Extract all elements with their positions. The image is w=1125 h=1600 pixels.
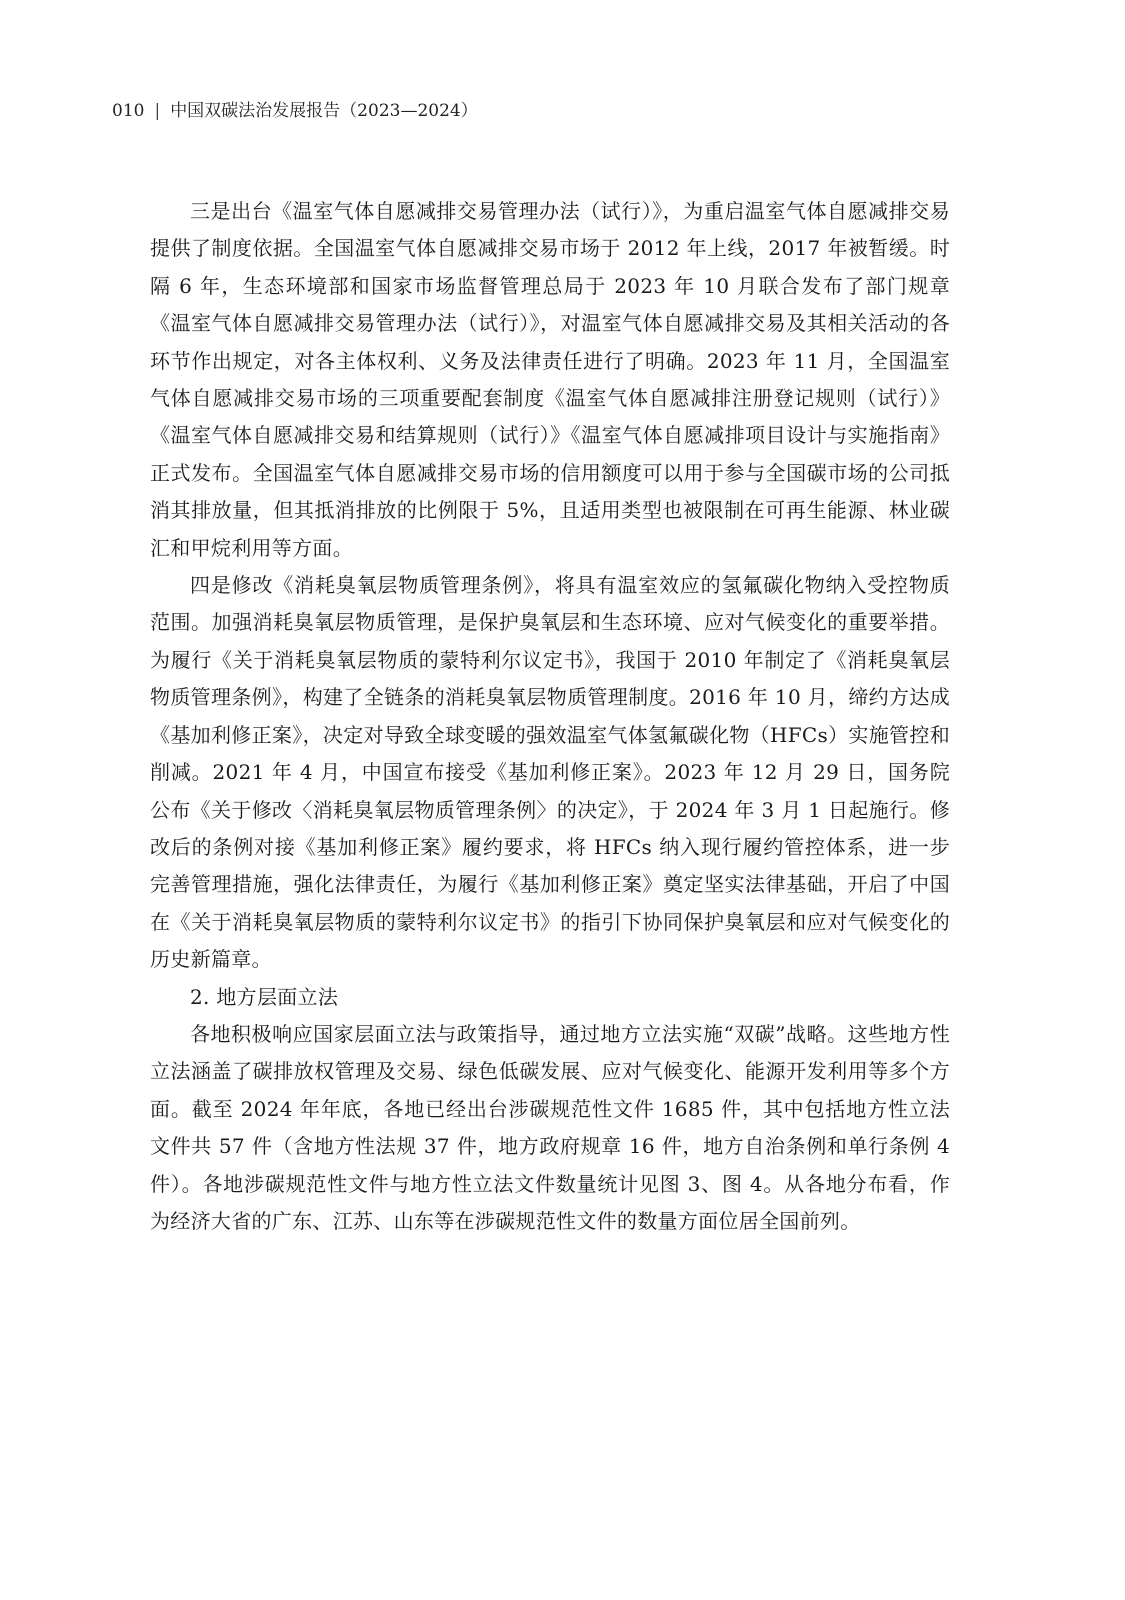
page-number: 010 (112, 101, 145, 121)
body-text (150, 193, 950, 1240)
paragraph-ghg-voluntary-reduction: 三是出台《温室气体自愿减排交易管理办法（试行）》，为重启温室气体自愿减排交易提供了制度依据。全国温室气体自愿减排交易市场于 2012 年上线，2017 年被暂缓。时隔 6 年，生态环境部和国家市场监督管理总局于 2023 年 10 月联合发布了部门规章《温室气体自愿减排交易管理办法（试行）》，对温室气体自愿减排交易及其相关活动的各环节作出规定，对各主体权利、义务及法律责任进行了明确。2023 年 11 月，全国温室气体自愿减排交易市场的三项重要配套制度《温室气体自愿减排注册登记规则（试行）》《温室气体自愿减排交易和结算规则（试行）》《温室气体自愿减排项目设计与实施指南》正式发布。全国温室气体自愿减排交易市场的信用额度可以用于参与全国碳市场的公司抵消其排放量，但其抵消排放的比例限于 5%，且适用类型也被限制在可再生能源、林业碳汇和甲烷利用等方面。 (150, 199, 950, 560)
paragraph-ozone-depleting-substances: 四是修改《消耗臭氧层物质管理条例》，将具有温室效应的氢氟碳化物纳入受控物质范围。加强消耗臭氧层物质管理，是保护臭氧层和生态环境、应对气候变化的重要举措。为履行《关于消耗臭氧层物质的蒙特利尔议定书》，我国于 2010 年制定了《消耗臭氧层物质管理条例》，构建了全链条的消耗臭氧层物质管理制度。2016 年 10 月，缔约方达成《基加利修正案》，决定对导致全球变暖的强效温室气体氢氟碳化物（HFCs）实施管控和削减。2021 年 4 月，中国宣布接受《基加利修正案》。2023 年 12 月 29 日，国务院公布《关于修改〈消耗臭氧层物质管理条例〉的决定》，于 2024 年 3 月 1 日起施行。修改后的条例对接《基加利修正案》履约要求，将 HFCs 纳入现行履约管控体系，进一步完善管理措施，强化法律责任，为履行《基加利修正案》奠定坚实法律基础，开启了中国在《关于消耗臭氧层物质的蒙特利尔议定书》的指引下协同保护臭氧层和应对气候变化的历史新篇章。 (150, 573, 950, 972)
paragraph-local-legislation: 各地积极响应国家层面立法与政策指导，通过地方立法实施“双碳”战略。这些地方性立法涵盖了碳排放权管理及交易、绿色低碳发展、应对气候变化、能源开发利用等多个方面。截至 2024 年年底，各地已经出台涉碳规范性文件 1685 件，其中包括地方性立法文件共 57 件（含地方性法规 37 件，地方政府规章 16 件，地方自治条例和单行条例 4 件）。各地涉碳规范性文件与地方性立法文件数量统计见图 3、图 4。从各地分布看，作为经济大省的广东、江苏、山东等在涉碳规范性文件的数量方面位居全国前列。 (150, 1021, 950, 1233)
book-title: 中国双碳法治发展报告（2023—2024） (170, 101, 478, 121)
section-heading: 2. 地方层面立法 (190, 984, 339, 1009)
running-header (112, 100, 478, 122)
header-separator: | (154, 101, 161, 121)
